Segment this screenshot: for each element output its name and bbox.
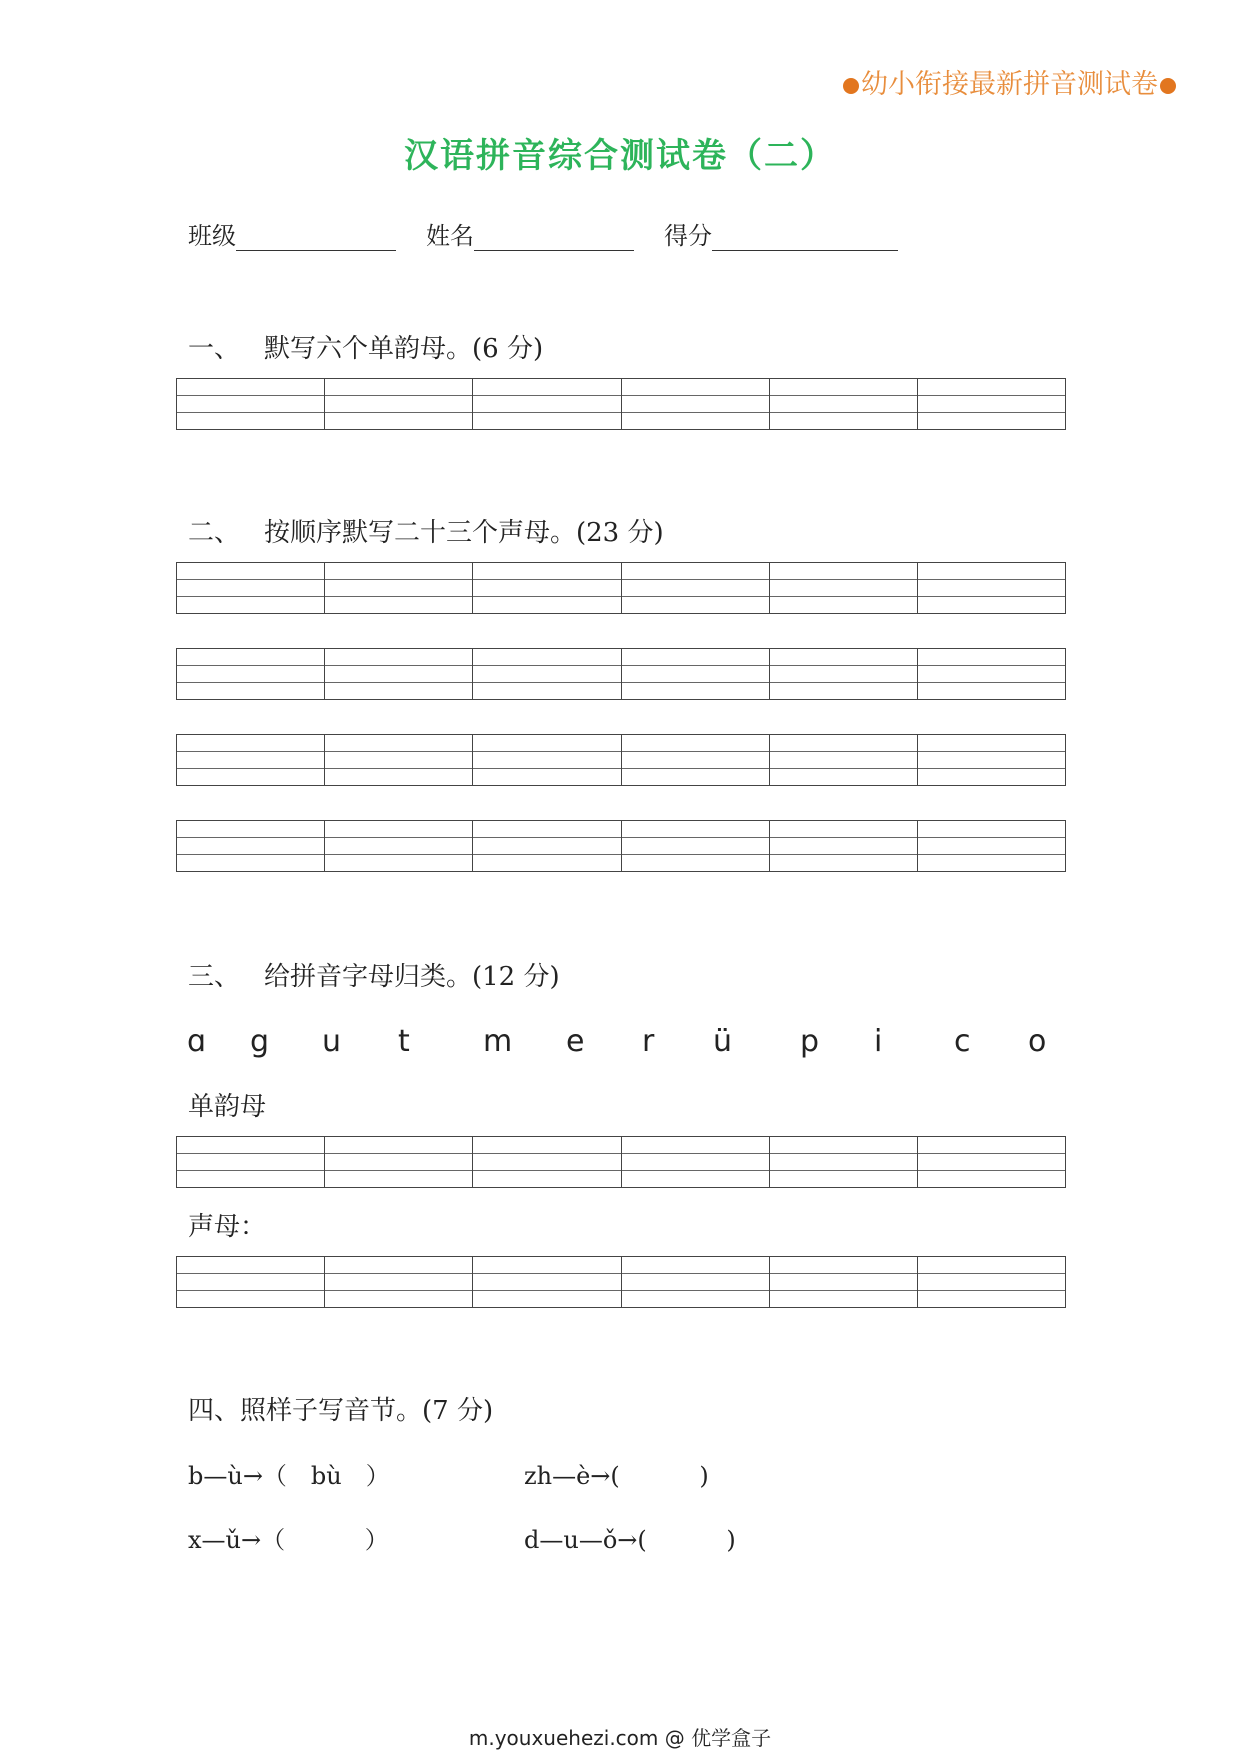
pinyin-letter: ɑ [187, 1024, 207, 1059]
class-blank[interactable] [236, 226, 396, 251]
score-label: 得分 [664, 222, 712, 250]
writing-grid[interactable] [176, 820, 1066, 872]
pinyin-letter: g [250, 1024, 270, 1059]
grid-cell[interactable] [473, 735, 621, 785]
grid-cell[interactable] [325, 1137, 473, 1187]
grid-cell[interactable] [622, 735, 770, 785]
single-finals-label: 单韵母 [188, 1092, 267, 1122]
pinyin-letter: o [1028, 1024, 1047, 1059]
grid-cell[interactable] [770, 735, 918, 785]
grid-cell[interactable] [918, 735, 1065, 785]
grid-cell[interactable] [325, 735, 473, 785]
bullet-dot-icon [1160, 78, 1176, 94]
writing-grid[interactable] [176, 378, 1066, 430]
grid-cell[interactable] [177, 563, 325, 613]
pinyin-letter: u [322, 1024, 342, 1059]
question-4 [188, 1390, 493, 1427]
question-text: 默写六个单韵母。(6 分) [264, 334, 544, 364]
grid-cell[interactable] [622, 1257, 770, 1307]
grid-cell[interactable] [473, 1257, 621, 1307]
pinyin-letter: p [800, 1024, 820, 1059]
grid-cell[interactable] [473, 379, 621, 429]
grid-cell[interactable] [177, 821, 325, 871]
grid-cell[interactable] [622, 1137, 770, 1187]
grid-cell[interactable] [177, 1137, 325, 1187]
bullet-dot-icon [843, 78, 859, 94]
syllable-exercise[interactable]: x—ǔ→（ ） [188, 1526, 389, 1554]
question-text: 给拼音字母归类。(12 分) [264, 962, 560, 992]
name-label: 姓名 [426, 222, 474, 250]
pinyin-letter: m [483, 1024, 513, 1059]
grid-cell[interactable] [325, 1257, 473, 1307]
question-text: 四、照样子写音节。(7 分) [188, 1396, 494, 1426]
grid-cell[interactable] [770, 821, 918, 871]
grid-cell[interactable] [918, 563, 1065, 613]
grid-cell[interactable] [622, 821, 770, 871]
name-blank[interactable] [474, 226, 634, 251]
grid-cell[interactable] [770, 1137, 918, 1187]
question-2 [188, 512, 664, 549]
header-tag [841, 62, 1178, 101]
grid-cell[interactable] [473, 1137, 621, 1187]
grid-cell[interactable] [622, 563, 770, 613]
grid-cell[interactable] [473, 649, 621, 699]
score-blank[interactable] [712, 226, 898, 251]
name-field[interactable] [426, 216, 634, 251]
grid-cell[interactable] [770, 563, 918, 613]
grid-cell[interactable] [473, 563, 621, 613]
class-field[interactable] [188, 216, 396, 251]
question-3 [188, 956, 560, 993]
pinyin-letter: t [398, 1024, 410, 1059]
writing-grid[interactable] [176, 648, 1066, 700]
grid-cell[interactable] [918, 821, 1065, 871]
question-text: 按顺序默写二十三个声母。(23 分) [264, 518, 664, 548]
writing-grid[interactable] [176, 1136, 1066, 1188]
writing-grid[interactable] [176, 562, 1066, 614]
grid-cell[interactable] [177, 379, 325, 429]
grid-cell[interactable] [325, 821, 473, 871]
grid-cell[interactable] [918, 1137, 1065, 1187]
example-syllable: b—ù→（ bù ） [188, 1462, 390, 1490]
score-field[interactable] [664, 216, 898, 251]
syllable-exercise[interactable]: zh—è→( ) [524, 1462, 709, 1490]
header-tag-text: 幼小衔接最新拼音测试卷 [861, 69, 1158, 100]
pinyin-letter: ü [713, 1024, 733, 1059]
grid-cell[interactable] [770, 649, 918, 699]
question-number: 一、 [188, 334, 241, 364]
grid-cell[interactable] [918, 649, 1065, 699]
grid-cell[interactable] [177, 1257, 325, 1307]
pinyin-letter: i [874, 1024, 883, 1059]
grid-cell[interactable] [177, 649, 325, 699]
grid-cell[interactable] [918, 379, 1065, 429]
grid-cell[interactable] [770, 379, 918, 429]
grid-cell[interactable] [622, 649, 770, 699]
question-1 [188, 328, 543, 365]
writing-grid[interactable] [176, 1256, 1066, 1308]
question-number: 二、 [188, 518, 241, 548]
grid-cell[interactable] [177, 735, 325, 785]
grid-cell[interactable] [473, 821, 621, 871]
pinyin-letter: e [566, 1024, 585, 1059]
grid-cell[interactable] [325, 649, 473, 699]
pinyin-letter: r [642, 1024, 655, 1059]
question-number: 三、 [188, 962, 241, 992]
grid-cell[interactable] [325, 379, 473, 429]
page-title: 汉语拼音综合测试卷（二） [404, 136, 836, 176]
syllable-exercise[interactable]: d—u—ǒ→( ) [524, 1526, 736, 1554]
initials-label: 声母： [188, 1212, 267, 1242]
pinyin-letter: c [954, 1024, 971, 1059]
grid-cell[interactable] [622, 379, 770, 429]
grid-cell[interactable] [918, 1257, 1065, 1307]
grid-cell[interactable] [325, 563, 473, 613]
footer-url: m.youxuehezi.com @ 优学盒子 [468, 1726, 772, 1750]
writing-grid[interactable] [176, 734, 1066, 786]
class-label: 班级 [188, 222, 236, 250]
grid-cell[interactable] [770, 1257, 918, 1307]
